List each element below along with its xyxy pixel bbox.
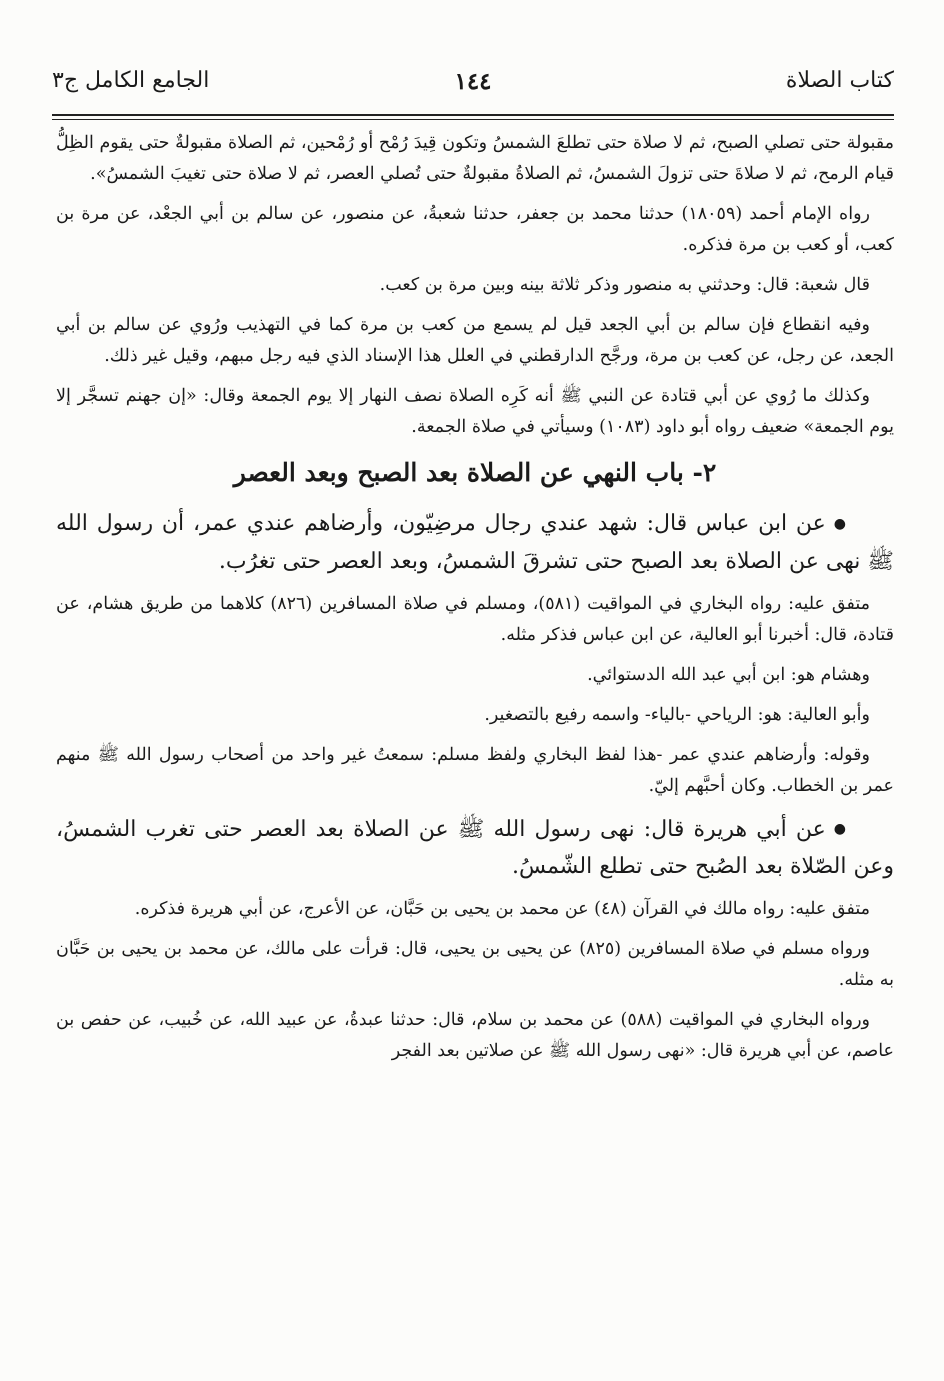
paragraph-inqita: وفيه انقطاع فإن سالم بن أبي الجعد قيل لم يسمع من كعب بن مرة كما في التهذيب ورُوي عن سالم بن أبي الجعد، عن رجل، عن كعب بن مرة، ورجَّح الدارقطني في العلل هذا الإسناد الذي فيه رجل مبهم، وقيل غير ذلك. [56,315,894,366]
paragraph-abu-qatada: وكذلك ما رُوي عن أبي قتادة عن النبي ﷺ أنه كَرِه الصلاة نصف النهار إلا يوم الجمعة وقال: «إن جهنم تسجَّر إلا يوم الجمعة» ضعيف رواه أبو داود (١٠٨٣) وسيأتي في صلاة الجمعة. [56,386,894,437]
running-head-section: كتاب الصلاة [785,68,894,93]
hadith-ibn-abbas [56,505,894,580]
hadith-text: عن أبي هريرة قال: نهى رسول الله ﷺ عن الصلاة بعد العصر حتى تغرب الشمسُ، وعن الصّلاة بعد الصُبح حتى تطلع الشّمسُ. [56,816,894,879]
note-abul-aliya: وأبو العالية: هو: الرياحي -بالياء- واسمه رفيع بالتصغير. [484,704,870,725]
running-head-title: الجامع الكامل ج٣ [52,68,210,93]
chapter-heading: ٢- باب النهي عن الصلاة بعد الصبح وبعد العصر [233,458,717,487]
header-rule-thin [52,119,894,120]
note-hisham: وهشام هو: ابن أبي عبد الله الدستوائي. [587,664,870,685]
paragraph-shuba-note: قال شعبة: قال: وحدثني به منصور وذكر ثلاثة بينه وبين مرة بن كعب. [379,275,870,295]
page-header [52,62,894,110]
page-body [56,128,894,1076]
note-muttafaq: متفق عليه: رواه البخاري في المواقيت (٥٨١)، ومسلم في صلاة المسافرين (٨٢٦) كلاهما من طريق هشام، عن قتادة، قال: أخبرنا أبو العالية، عن ابن عباس فذكر مثله. [56,593,894,645]
note-malik: متفق عليه: رواه مالك في القرآن (٤٨) عن محمد بن يحيى بن حَبَّان، عن الأعرج، عن أبي هريرة فذكره. [134,899,870,919]
page-number: ١٤٤ [454,68,492,95]
header-rule-thick [52,114,894,116]
paragraph-hadith-continuation: مقبولة حتى تصلي الصبح، ثم لا صلاة حتى تطلعَ الشمسُ وتكون قِيدَ رُمْح أو رُمْحين، ثم الصلاة مقبولةٌ حتى يقوم الظِلُّ قيام الرمح، ثم لا صلاةَ حتى تزولَ الشمسُ، ثم الصلاةُ مقبولةٌ حتى تُصلي العصر، ثم لا صلاة حتى تغيبَ الشمسُ». [56,133,894,184]
bullet-icon: ● [833,821,846,837]
bullet-icon: ● [833,515,846,532]
hadith-text: عن ابن عباس قال: شهد عندي رجال مرضِيّون، وأرضاهم عندي عمر، أن رسول الله ﷺ نهى عن الصلاة بعد الصبح حتى تشرقَ الشمسُ، وبعد العصر حتى تغرُب. [56,511,894,574]
hadith-abu-hurayra [56,811,894,886]
paragraph-takhrij: رواه الإمام أحمد (١٨٠٥٩) حدثنا محمد بن جعفر، حدثنا شعبةُ، عن منصور، عن سالم بن أبي الجعْد، عن مرة بن كعب، أو كعب بن مرة فذكره. [56,204,894,255]
note-muslim: ورواه مسلم في صلاة المسافرين (٨٢٥) عن يحيى بن يحيى، قال: قرأت على مالك، عن محمد بن يحيى بن حَبَّان به مثله. [56,939,894,990]
note-wording: وقوله: وأرضاهم عندي عمر -هذا لفظ البخاري ولفظ مسلم: سمعتُ غير واحد من أصحاب رسول الله ﷺ منهم عمر بن الخطاب. وكان أحبَّهم إليّ. [56,744,894,796]
note-bukhari: ورواه البخاري في المواقيت (٥٨٨) عن محمد بن سلام، قال: حدثنا عبدةُ، عن عبيد الله، عن خُبيب، عن حفص بن عاصم، عن أبي هريرة قال: «نهى رسول الله ﷺ عن صلاتين بعد الفجر [56,1010,894,1061]
